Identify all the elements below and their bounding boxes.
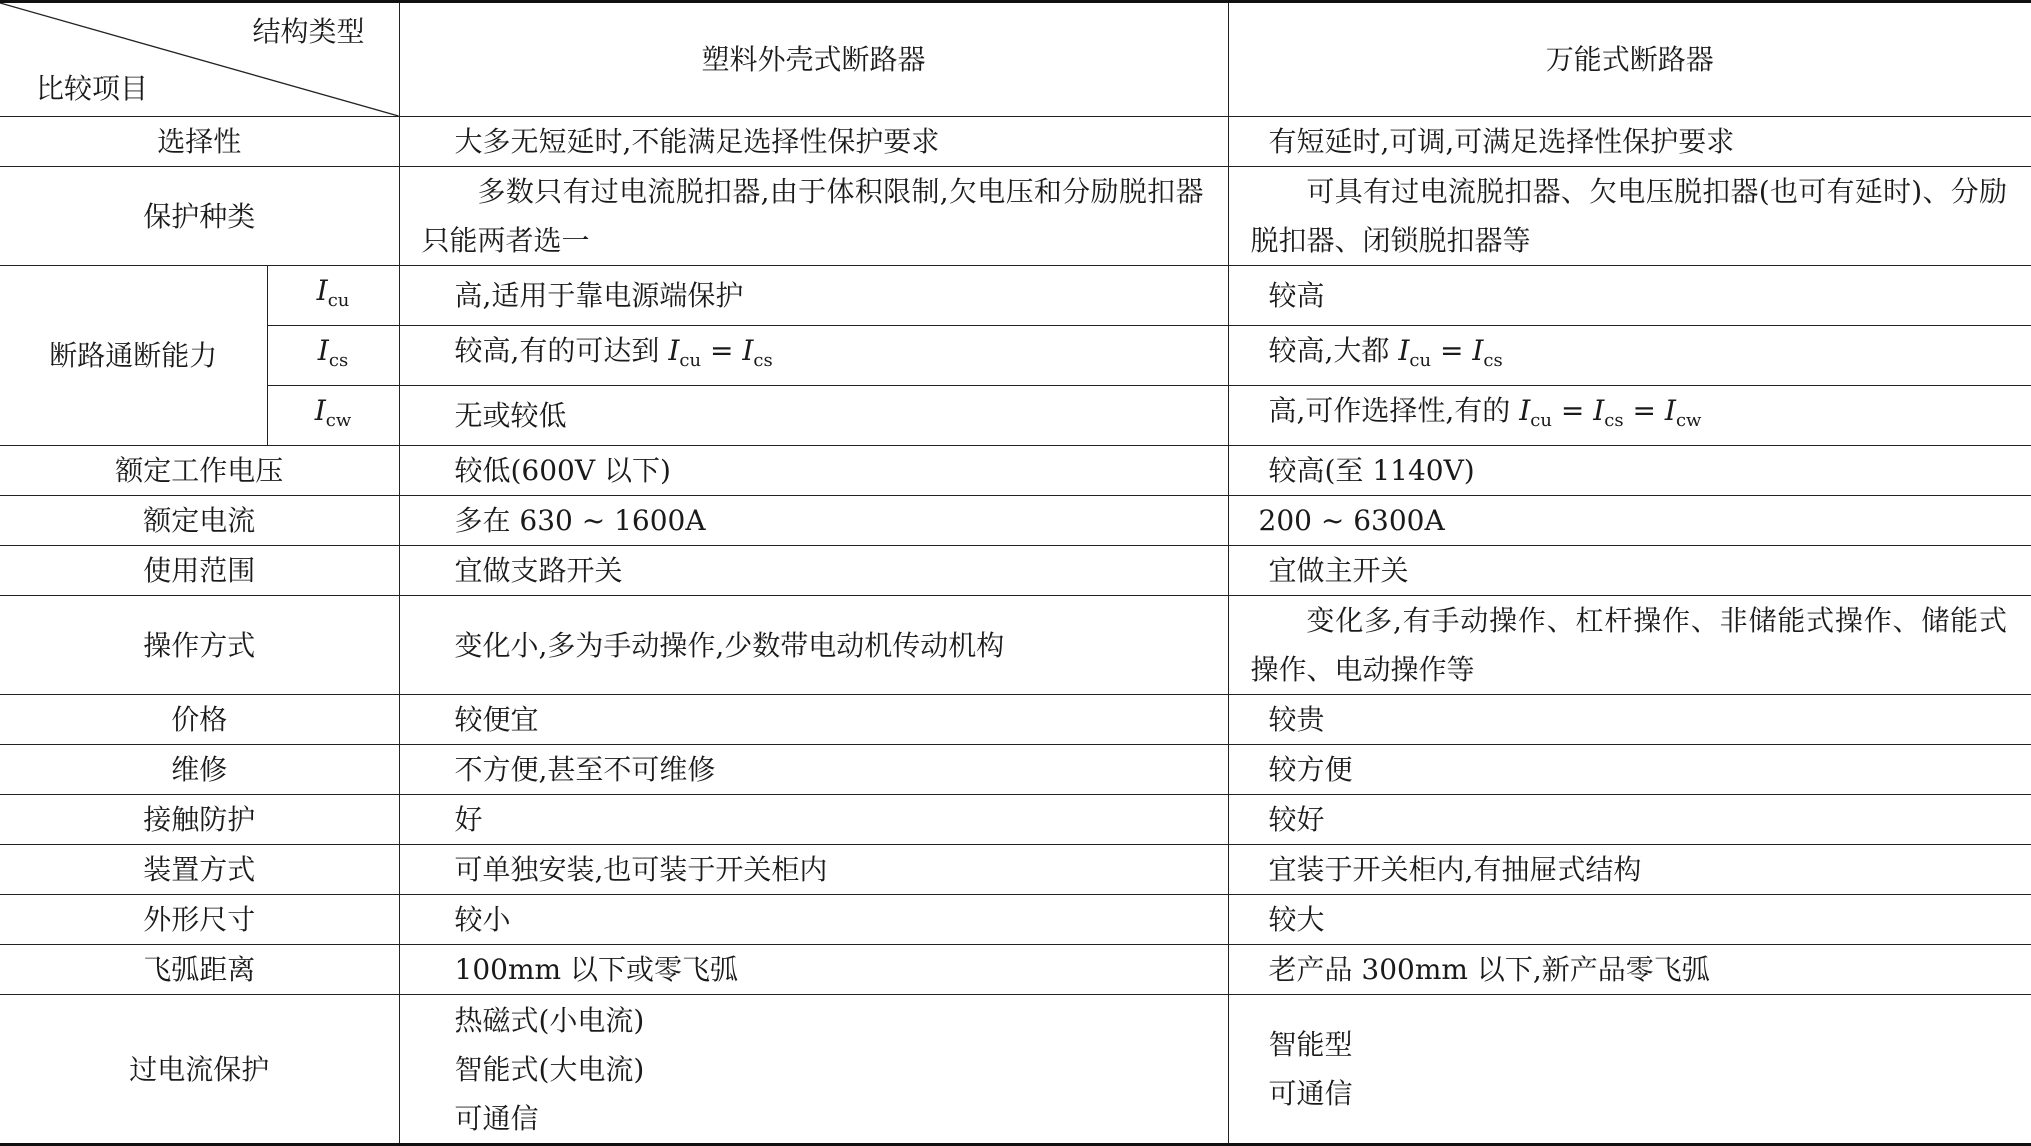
symbol-icw	[1664, 394, 1702, 431]
table-row	[0, 446, 2031, 496]
structure-type-label: 结构类型	[252, 15, 365, 48]
text-prefix: 高,可作选择性,有的	[1268, 394, 1520, 427]
table-row	[0, 596, 2031, 695]
symbol-letter: I	[1472, 334, 1484, 367]
row-label: 断路通断能力	[0, 266, 267, 446]
mccb-cell	[399, 386, 1228, 446]
cell-line: 可通信	[454, 1101, 539, 1135]
cell-text	[1259, 334, 1503, 371]
symbol-subscript: cs	[1483, 350, 1503, 371]
acb-cell	[1228, 995, 2031, 1145]
table-row	[0, 745, 2031, 795]
mccb-cell: 多数只有过电流脱扣器,由于体积限制,欠电压和分励脱扣器只能两者选一	[399, 167, 1228, 266]
symbol-subscript: cu	[679, 350, 702, 371]
header-row	[0, 2, 2031, 117]
mccb-cell	[399, 745, 1228, 795]
symbol-icu	[668, 334, 702, 371]
row-label: 飞弧距离	[0, 945, 399, 995]
text-prefix: 较高,大都	[1268, 334, 1399, 367]
table-row	[0, 326, 2031, 386]
acb-cell	[1228, 546, 2031, 596]
symbol-subscript: cu	[1530, 410, 1552, 431]
row-label: 操作方式	[0, 596, 399, 695]
row-label: 价格	[0, 695, 399, 745]
table-row	[0, 795, 2031, 845]
table-row	[0, 117, 2031, 167]
corner-header-cell	[0, 2, 399, 117]
cell-text	[430, 334, 773, 371]
symbol-subscript: cw	[1675, 410, 1702, 431]
cell-text: 多在 630 ~ 1600A	[454, 504, 706, 537]
acb-cell: 可具有过电流脱扣器、欠电压脱扣器(也可有延时)、分励脱扣器、闭锁脱扣器等	[1228, 167, 2031, 266]
symbol-subscript: cs	[328, 350, 349, 371]
symbol-ics	[1593, 394, 1624, 431]
cell-text: 老产品 300mm 以下,新产品零飞弧	[1268, 953, 1710, 986]
symbol-subscript: cu	[327, 290, 350, 311]
symbol-icw	[314, 394, 352, 431]
acb-cell	[1228, 895, 2031, 945]
acb-cell	[1228, 266, 2031, 326]
cell-text: 可单独安装,也可装于开关柜内	[454, 853, 828, 886]
cell-text: 高,适用于靠电源端保护	[454, 279, 744, 312]
symbol-letter: I	[668, 334, 680, 367]
symbol-icu	[1519, 394, 1552, 431]
row-label: 装置方式	[0, 845, 399, 895]
symbol-subscript: cw	[325, 410, 352, 431]
mccb-cell	[399, 795, 1228, 845]
row-label: 选择性	[0, 117, 399, 167]
mccb-cell	[399, 546, 1228, 596]
symbol-letter: I	[314, 394, 326, 427]
cell-text: 宜做主开关	[1268, 554, 1409, 587]
symbol-icu	[1398, 334, 1432, 371]
symbol-cell	[267, 386, 399, 446]
cell-text: 较高(至 1140V)	[1268, 454, 1475, 487]
table-row	[0, 386, 2031, 446]
cell-text: 较小	[454, 903, 511, 936]
cell-line: 热磁式(小电流)	[454, 1003, 645, 1037]
cell-text: 100mm 以下或零飞弧	[454, 953, 738, 986]
cell-text: 较高	[1268, 279, 1325, 312]
equals-sign: =	[1623, 394, 1665, 427]
symbol-subscript: cu	[1409, 350, 1432, 371]
symbol-letter: I	[1664, 394, 1676, 427]
table-row	[0, 496, 2031, 546]
acb-cell	[1228, 117, 2031, 167]
mccb-cell	[399, 695, 1228, 745]
row-label: 外形尺寸	[0, 895, 399, 945]
mccb-cell	[399, 446, 1228, 496]
cell-text: 变化小,多为手动操作,少数带电动机传动机构	[454, 628, 1005, 662]
row-label: 使用范围	[0, 546, 399, 596]
symbol-ics	[1472, 334, 1503, 371]
acb-cell	[1228, 386, 2031, 446]
symbol-ics	[742, 334, 773, 371]
acb-cell	[1228, 745, 2031, 795]
row-label: 额定工作电压	[0, 446, 399, 496]
row-label: 额定电流	[0, 496, 399, 546]
cell-text: 大多无短延时,不能满足选择性保护要求	[454, 125, 940, 158]
cell-text: 无或较低	[454, 399, 567, 432]
mccb-cell	[399, 895, 1228, 945]
symbol-subscript: cs	[1604, 410, 1624, 431]
symbol-cell	[267, 326, 399, 386]
symbol-ics	[317, 334, 349, 371]
mccb-cell	[399, 845, 1228, 895]
symbol-letter: I	[1519, 394, 1531, 427]
comparison-item-label: 比较项目	[36, 72, 149, 106]
mccb-column-header: 塑料外壳式断路器	[399, 2, 1228, 117]
table-row	[0, 945, 2031, 995]
equals-sign: =	[1551, 394, 1594, 427]
table-row	[0, 995, 2031, 1145]
mccb-cell	[399, 496, 1228, 546]
acb-cell	[1228, 695, 2031, 745]
acb-cell	[1228, 326, 2031, 386]
cell-text: 较好	[1268, 803, 1325, 836]
cell-text: 较贵	[1268, 703, 1325, 736]
row-label: 接触防护	[0, 795, 399, 845]
cell-text: 宜做支路开关	[454, 554, 623, 587]
acb-cell	[1228, 945, 2031, 995]
table-row	[0, 695, 2031, 745]
cell-line: 智能式(大电流)	[454, 1052, 645, 1086]
symbol-cell	[267, 266, 399, 326]
mccb-cell	[399, 945, 1228, 995]
row-label: 保护种类	[0, 167, 399, 266]
cell-text: 较大	[1268, 903, 1325, 936]
symbol-letter: I	[742, 334, 754, 367]
table-row	[0, 895, 2031, 945]
mccb-cell	[399, 117, 1228, 167]
cell-text: 好	[454, 803, 483, 836]
symbol-letter: I	[316, 274, 328, 307]
equals-sign: =	[701, 334, 743, 367]
cell-text: 较方便	[1268, 753, 1353, 786]
table-row	[0, 546, 2031, 596]
acb-cell	[1228, 845, 2031, 895]
cell-text: 较低(600V 以下)	[454, 454, 671, 487]
symbol-letter: I	[317, 334, 329, 367]
cell-line: 智能型	[1268, 1028, 1353, 1061]
symbol-icu	[316, 274, 350, 311]
symbol-letter: I	[1593, 394, 1605, 427]
table-row	[0, 845, 2031, 895]
cell-line: 可通信	[1268, 1077, 1353, 1110]
acb-cell	[1228, 496, 2031, 546]
row-label: 维修	[0, 745, 399, 795]
table-row	[0, 167, 2031, 266]
cell-text	[1259, 394, 1702, 431]
acb-column-header: 万能式断路器	[1228, 2, 2031, 117]
cell-text: 200 ~ 6300A	[1258, 504, 1445, 537]
row-label: 过电流保护	[0, 995, 399, 1145]
text-prefix: 较高,有的可达到	[454, 334, 669, 367]
symbol-subscript: cs	[753, 350, 773, 371]
cell-text: 不方便,甚至不可维修	[454, 753, 716, 786]
cell-text: 有短延时,可调,可满足选择性保护要求	[1268, 125, 1735, 158]
mccb-cell	[399, 995, 1228, 1145]
acb-cell	[1228, 795, 2031, 845]
mccb-cell	[399, 326, 1228, 386]
equals-sign: =	[1431, 334, 1473, 367]
mccb-cell	[399, 596, 1228, 695]
cell-text: 较便宜	[454, 703, 539, 736]
symbol-letter: I	[1398, 334, 1410, 367]
cell-text: 宜装于开关柜内,有抽屉式结构	[1268, 853, 1642, 886]
acb-cell	[1228, 446, 2031, 496]
acb-cell: 变化多,有手动操作、杠杆操作、非储能式操作、储能式操作、电动操作等	[1228, 596, 2031, 695]
table-row	[0, 266, 2031, 326]
mccb-cell	[399, 266, 1228, 326]
